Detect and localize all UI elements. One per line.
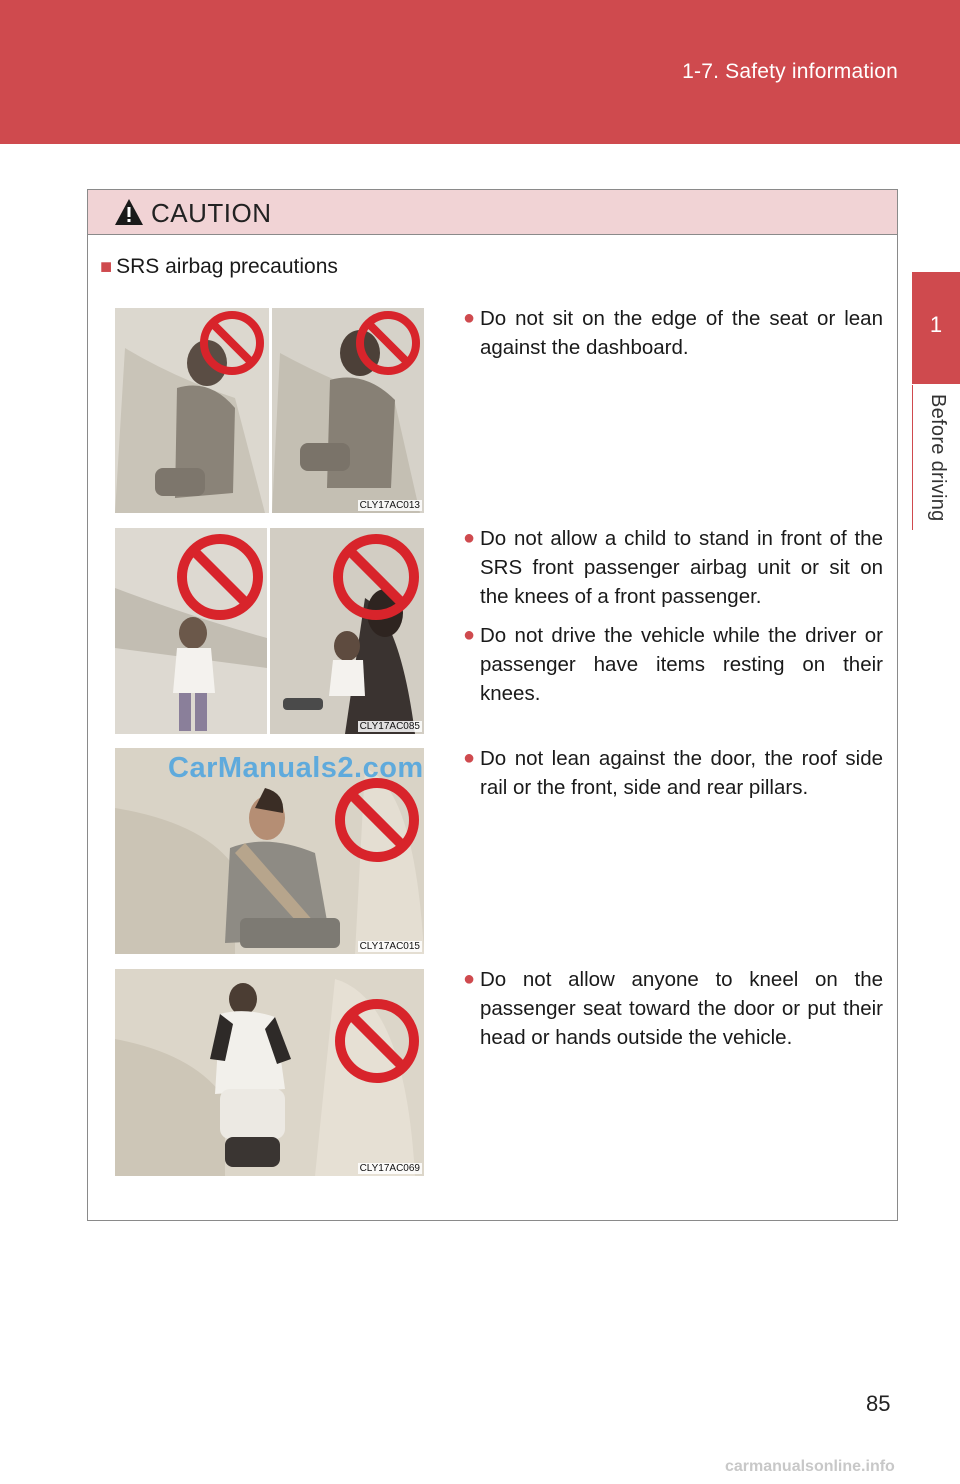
prohibited-sign-icon	[355, 310, 421, 376]
watermark: CarManuals2.com	[168, 752, 424, 784]
prohibited-sign-icon	[333, 997, 421, 1085]
section-title: 1-7. Safety information	[682, 60, 898, 83]
prohibited-sign-icon	[331, 532, 421, 622]
bullet-dot-icon: ●	[463, 624, 476, 646]
chapter-tab	[912, 272, 960, 384]
bullet-dot-icon: ●	[463, 968, 476, 990]
bullet-item	[463, 621, 883, 708]
chapter-label: Before driving	[927, 394, 949, 522]
bullet-text: Do not sit on the edge of the seat or lean against the dashboard.	[480, 307, 883, 359]
page-header	[0, 0, 960, 144]
footer-watermark: carmanualsonline.info	[725, 1458, 895, 1475]
illustration-child-front	[115, 528, 424, 734]
bullet-dot-icon: ●	[463, 747, 476, 769]
bullet-dot-icon: ●	[463, 307, 476, 329]
caution-section-title	[100, 255, 338, 279]
bullet-text: Do not allow a child to stand in front of the SRS front passenger airbag unit or sit on the knees of a front passenger.	[480, 527, 883, 608]
image-code: CLY17AC013	[359, 500, 420, 511]
prohibited-sign-icon	[333, 776, 421, 864]
bullet-item	[463, 524, 883, 611]
page-number: 85	[866, 1391, 891, 1416]
bullet-text: Do not drive the vehicle while the driver or passenger have items resting on their knees.	[480, 624, 883, 705]
bullet-item	[463, 304, 883, 362]
caution-label: CAUTION	[151, 198, 272, 228]
chapter-number: 1	[929, 312, 943, 337]
caution-header	[88, 190, 897, 235]
caution-section-title-text: SRS airbag precautions	[116, 255, 338, 278]
prohibited-sign-icon	[175, 532, 265, 622]
image-code: CLY17AC085	[359, 721, 420, 732]
chapter-tab-divider	[912, 385, 913, 530]
square-bullet-icon: ■	[100, 256, 113, 278]
bullet-text: Do not lean against the door, the roof side rail or the front, side and rear pillars.	[480, 747, 883, 799]
image-code: CLY17AC069	[359, 1163, 420, 1174]
bullet-text: Do not allow anyone to kneel on the passenger seat toward the door or put their head or hands outside the vehicle.	[480, 968, 883, 1049]
warning-triangle-icon	[114, 198, 144, 226]
bullet-dot-icon: ●	[463, 527, 476, 549]
image-code: CLY17AC015	[359, 941, 420, 952]
illustration-edge-of-seat	[115, 308, 424, 513]
bullet-item	[463, 744, 883, 802]
illustration-kneel-seat	[115, 969, 424, 1176]
prohibited-sign-icon	[199, 310, 265, 376]
bullet-item	[463, 965, 883, 1052]
